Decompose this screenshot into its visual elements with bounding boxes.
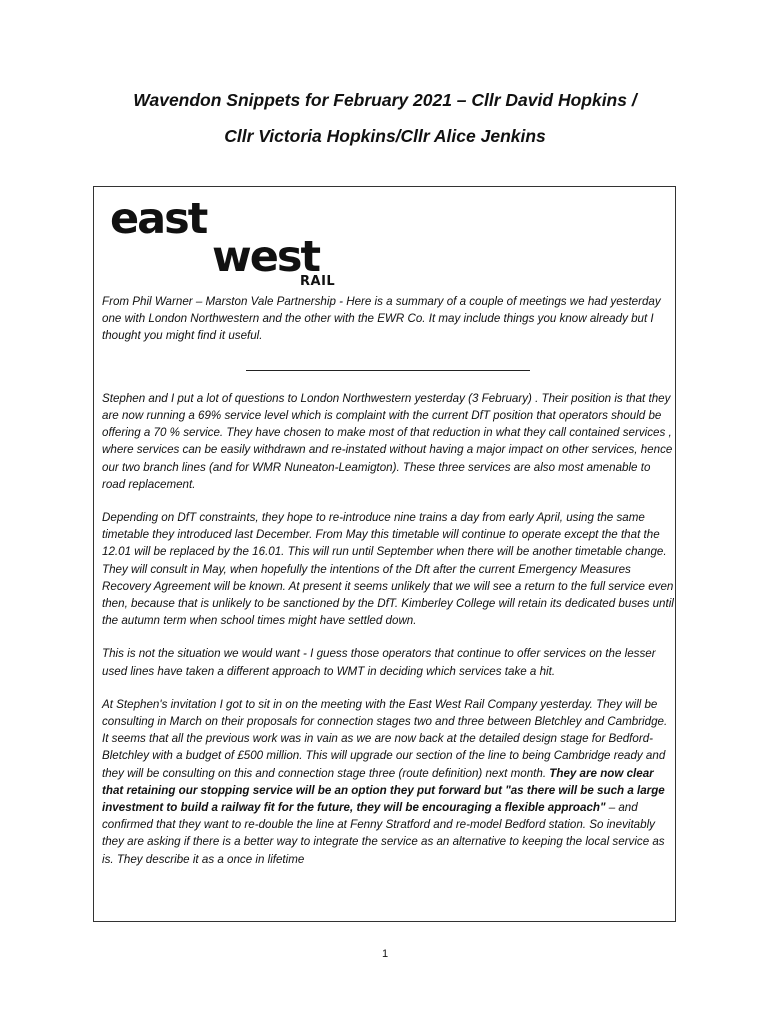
paragraph-east-west-rail <box>102 696 674 868</box>
ewr-text-start: At Stephen's invitation I got to sit in on the meeting with the East West Rail Company yesterday. They will be consulting in March on their proposals for connection stages two and three between Bletchley and Cambridge. It seems that all the previous work was in vain as we are now back at the detailed design stage for Bedford-Bletchley with a budget of £500 million. This will upgrade our section of the line to being Cambridge ready and they will be consulting on this and connection stage three (route definition) next month. <box>102 697 668 780</box>
article-body <box>102 293 674 884</box>
page-title-line-2: Cllr Victoria Hopkins/Cllr Alice Jenkins <box>224 126 546 146</box>
paragraph-intro: From Phil Warner – Marston Vale Partnership - Here is a summary of a couple of meetings we had yesterday one with London Northwestern and the other with the EWR Co. It may include things you know already but I thought you might find it useful. <box>102 295 661 343</box>
logo-word-rail: RAIL <box>300 274 336 289</box>
paragraph-london-northwestern: Stephen and I put a lot of questions to London Northwestern yesterday (3 February) . Their position is that they are now running a 69% service level which is complaint with the current DfT position that operators should be offering a 70 % service. They have chosen to make most of that reduction in what they call contained services , where services can be easily withdrawn and re-instated without having a major impact on other services, hence our two branch lines (and for WMR Nuneaton-Leamigton). These three services are also most amenable to road replacement. <box>102 391 673 491</box>
logo-word-east: east <box>110 194 207 244</box>
page-number: 1 <box>381 948 389 960</box>
paragraph-timetable: Depending on DfT constraints, they hope to re-introduce nine trains a day from early April, using the same timetable they introduced last December. From May this timetable will continue to operate except the that the 12.01 will be replaced by the 16.01. This will run until September when there will be another timetable change. They will consult in May, when hopefully the intentions of the Dft after the current Emergency Measures Recovery Agreement will be known. At present it seems unlikely that we will see a return to the full service even then, because that is unlikely to be sanctioned by the DfT. Kimberley College will retain its dedicated buses until the autumn term when school times might have settled down. <box>102 511 674 628</box>
article-box <box>93 186 676 922</box>
paragraph-situation: This is not the situation we would want - I guess those operators that continue to offer services on the lesser used lines have taken a different approach to WMT in deciding which services take a hit. <box>102 647 656 678</box>
logo-word-west: west <box>212 232 320 282</box>
page-title-line-1: Wavendon Snippets for February 2021 – Cllr David Hopkins / <box>133 90 637 110</box>
ewr-text-end: – and confirmed that they want to re-double the line at Fenny Stratford and re-model Bedford station. So inevitably they are asking if there is a better way to integrate the service as an alternative to keeping the local service as is. They describe it as a once in lifetime <box>102 801 665 866</box>
east-west-rail-logo <box>104 193 354 289</box>
ewr-text-bold: They are now clear that retaining our stopping service will be an option they put forward but "as there will be such a large investment to build a railway fit for the future, they will be encouraging a flexible approach" <box>102 766 665 815</box>
divider-line <box>102 359 674 376</box>
